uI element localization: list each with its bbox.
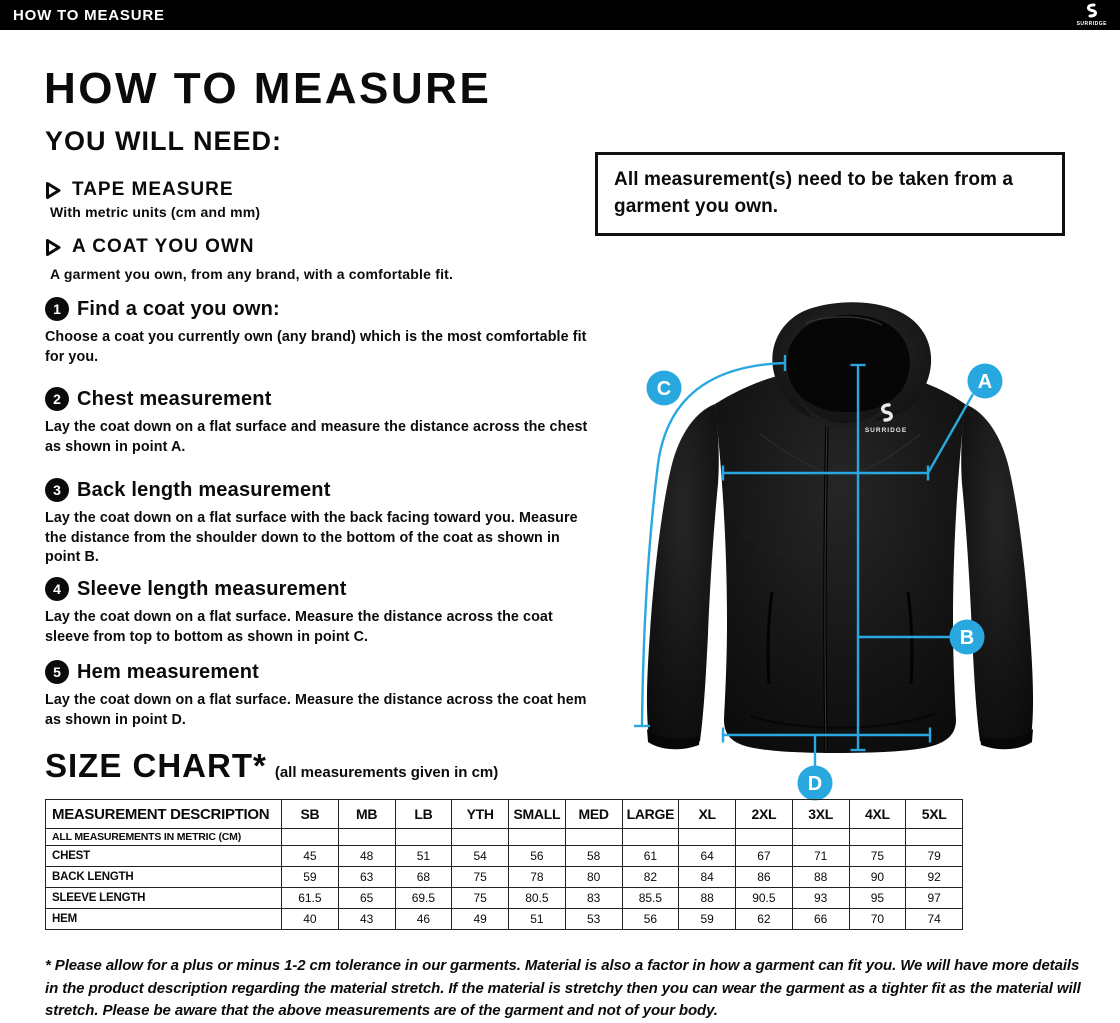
table-cell: 78 [509, 867, 566, 888]
step-3 [45, 478, 597, 568]
step-title: Hem measurement [77, 660, 259, 683]
need-item-title: A COAT YOU OWN [72, 236, 255, 257]
table-cell: 51 [509, 909, 566, 930]
table-cell: 66 [792, 909, 849, 930]
need-item-description: With metric units (cm and mm) [50, 204, 261, 220]
column-header: MB [338, 800, 395, 829]
table-cell: 58 [565, 846, 622, 867]
need-item-tape-measure [45, 179, 585, 220]
triangle-bullet-icon [45, 181, 62, 200]
badge-B [950, 620, 985, 655]
chest-logo-text: SURRIDGE [864, 427, 908, 434]
table-cell: 54 [452, 846, 509, 867]
table-cell: 71 [792, 846, 849, 867]
table-cell: 93 [792, 888, 849, 909]
step-1 [45, 297, 597, 367]
table-cell: 46 [395, 909, 452, 930]
surridge-logo [1077, 3, 1107, 27]
size-chart-heading [45, 747, 498, 785]
step-5 [45, 660, 597, 730]
table-cell: 53 [565, 909, 622, 930]
column-header: SMALL [509, 800, 566, 829]
table-row [46, 909, 963, 930]
table-cell: 80 [565, 867, 622, 888]
table-cell: 80.5 [509, 888, 566, 909]
column-header: MEASUREMENT DESCRIPTION [46, 800, 282, 829]
size-chart-table [45, 799, 963, 930]
table-cell: 86 [736, 867, 793, 888]
row-label: SLEEVE LENGTH [46, 888, 282, 909]
column-header: 3XL [792, 800, 849, 829]
table-cell [622, 829, 679, 846]
footnote: * Please allow for a plus or minus 1-2 cm tolerance in our garments. Material is also a factor in how a garment can fit you. We will have more details in the product description regarding the material stretch. If the material is stretchy then you can wear the garment as a tighter fit as the material will stretch. Please be aware that the above measurements are of the garment and not of your body. [45, 957, 1081, 1019]
column-header: 5XL [906, 800, 963, 829]
top-bar [0, 0, 1120, 30]
table-cell [395, 829, 452, 846]
table-cell: 56 [509, 846, 566, 867]
table-cell: 69.5 [395, 888, 452, 909]
step-title: Back length measurement [77, 478, 331, 501]
table-cell: 49 [452, 909, 509, 930]
table-cell: 45 [282, 846, 339, 867]
column-header: MED [565, 800, 622, 829]
need-item-title: TAPE MEASURE [72, 179, 234, 200]
table-cell: 75 [452, 867, 509, 888]
note-text: All measurement(s) need to be taken from a garment you own. [614, 169, 1014, 217]
svg-text:A: A [977, 371, 993, 393]
table-cell: 74 [906, 909, 963, 930]
step-number-badge: 5 [45, 660, 69, 684]
table-cell [849, 829, 906, 846]
badge-D [798, 766, 833, 801]
step-description: Lay the coat down on a flat surface with the back facing toward you. Measure the distance from the shoulder down to the bottom of the coat as shown in point B. [45, 510, 578, 566]
table-cell: 40 [282, 909, 339, 930]
surridge-s-icon [1084, 3, 1100, 21]
table-row [46, 846, 963, 867]
table-cell: 75 [452, 888, 509, 909]
jacket-diagram-svg [620, 292, 1100, 807]
row-label: CHEST [46, 846, 282, 867]
need-item-coat [45, 236, 585, 282]
surridge-logo-text: SURRIDGE [1076, 21, 1107, 27]
table-cell: 70 [849, 909, 906, 930]
topbar-title: HOW TO MEASURE [13, 6, 165, 24]
table-cell: 59 [282, 867, 339, 888]
svg-text:C: C [656, 378, 672, 400]
row-label: BACK LENGTH [46, 867, 282, 888]
table-cell: 51 [395, 846, 452, 867]
metric-note-cell: ALL MEASUREMENTS IN METRIC (CM) [46, 829, 282, 846]
table-cell [906, 829, 963, 846]
step-description: Lay the coat down on a flat surface. Measure the distance across the coat sleeve from top to bottom as shown in point C. [45, 609, 553, 645]
table-cell: 63 [338, 867, 395, 888]
table-cell: 61.5 [282, 888, 339, 909]
table-cell: 61 [622, 846, 679, 867]
table-cell: 56 [622, 909, 679, 930]
step-2 [45, 387, 597, 457]
step-number-badge: 3 [45, 478, 69, 502]
table-cell: 59 [679, 909, 736, 930]
table-cell: 62 [736, 909, 793, 930]
step-description: Lay the coat down on a flat surface and measure the distance across the chest as shown in point A. [45, 419, 588, 455]
table-cell: 68 [395, 867, 452, 888]
table-row [46, 867, 963, 888]
table-cell [736, 829, 793, 846]
column-header: YTH [452, 800, 509, 829]
svg-text:D: D [807, 773, 823, 795]
svg-text:B: B [959, 627, 975, 649]
table-cell: 97 [906, 888, 963, 909]
note-box [595, 152, 1065, 236]
table-row [46, 888, 963, 909]
table-cell: 84 [679, 867, 736, 888]
step-description: Choose a coat you currently own (any brand) which is the most comfortable fit for you. [45, 329, 587, 365]
table-cell: 90 [849, 867, 906, 888]
jacket-measurement-diagram [620, 292, 1100, 807]
step-title: Sleeve length measurement [77, 577, 347, 600]
step-description: Lay the coat down on a flat surface. Measure the distance across the coat hem as shown in point D. [45, 692, 587, 728]
column-header: LARGE [622, 800, 679, 829]
triangle-bullet-icon [45, 238, 62, 257]
table-cell: 88 [792, 867, 849, 888]
step-number-badge: 2 [45, 387, 69, 411]
badge-A [968, 364, 1003, 399]
table-cell: 83 [565, 888, 622, 909]
table-cell: 65 [338, 888, 395, 909]
column-header: XL [679, 800, 736, 829]
table-cell: 92 [906, 867, 963, 888]
badge-C [647, 371, 682, 406]
column-header: SB [282, 800, 339, 829]
table-cell: 48 [338, 846, 395, 867]
table-cell: 90.5 [736, 888, 793, 909]
table-cell [565, 829, 622, 846]
table-cell: 43 [338, 909, 395, 930]
size-chart-subtitle: (all measurements given in cm) [274, 764, 499, 781]
step-number-badge: 1 [45, 297, 69, 321]
table-cell: 64 [679, 846, 736, 867]
column-header: 4XL [849, 800, 906, 829]
table-cell [679, 829, 736, 846]
size-chart-title: SIZE CHART* [45, 747, 267, 784]
table-cell: 67 [736, 846, 793, 867]
table-cell [792, 829, 849, 846]
table-cell [509, 829, 566, 846]
need-item-description: A garment you own, from any brand, with a comfortable fit. [50, 266, 454, 282]
table-cell: 95 [849, 888, 906, 909]
column-header: LB [395, 800, 452, 829]
table-cell [338, 829, 395, 846]
step-title: Chest measurement [77, 387, 272, 410]
table-cell: 75 [849, 846, 906, 867]
you-will-need-heading: YOU WILL NEED: [45, 126, 283, 156]
table-cell: 79 [906, 846, 963, 867]
table-cell [452, 829, 509, 846]
table-cell: 88 [679, 888, 736, 909]
column-header: 2XL [736, 800, 793, 829]
table-cell: 85.5 [622, 888, 679, 909]
row-label: HEM [46, 909, 282, 930]
table-cell: 82 [622, 867, 679, 888]
step-title: Find a coat you own: [77, 297, 280, 320]
step-4 [45, 577, 597, 647]
table-cell [282, 829, 339, 846]
page-title: HOW TO MEASURE [44, 64, 492, 113]
step-number-badge: 4 [45, 577, 69, 601]
